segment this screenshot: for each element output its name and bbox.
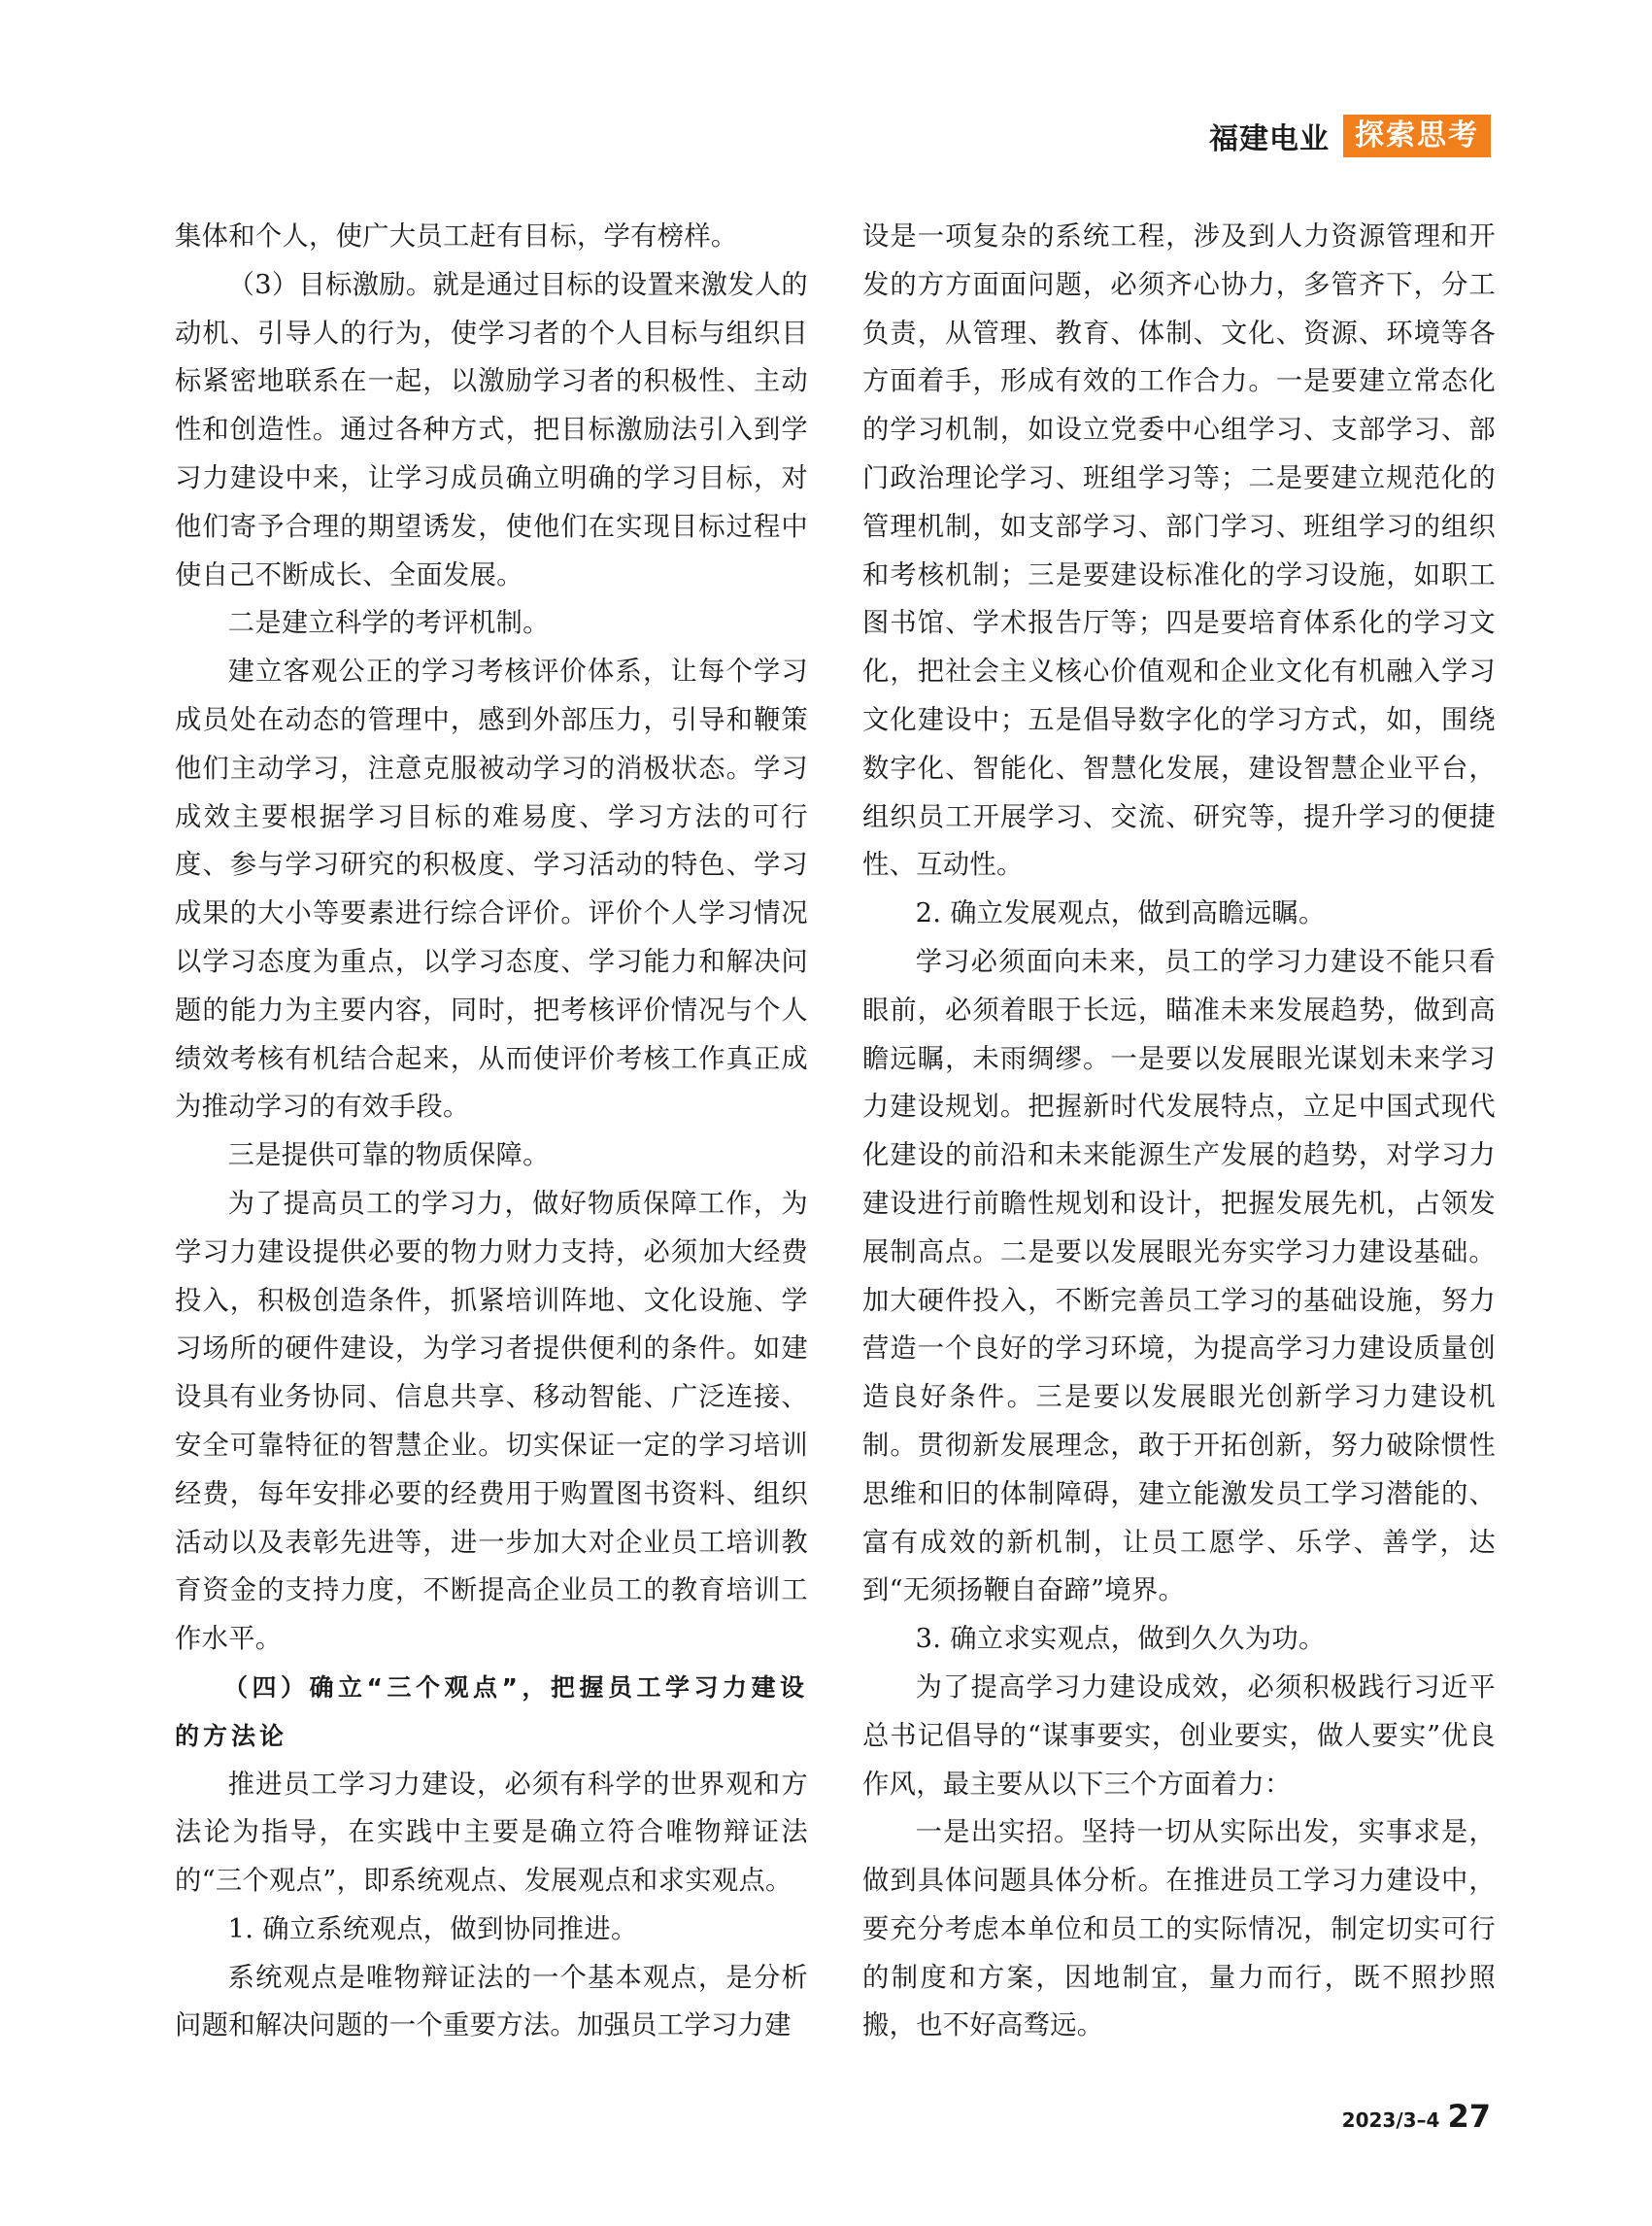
subheading: 1. 确立系统观点，做到协同推进。 xyxy=(227,1913,638,1944)
paragraph: （3）目标激励。就是通过目标的设置来激发人的动机、引导人的行为，使学习者的个人目标与组织目标紧密地联系在一起，以激励学习者的积极性、主动性和创造性。通过各种方式，把目标激励法引入到学习力建设中来，让学习成员确立明确的学习目标，对他们寄予合理的期望诱发，使他们在实现目标过程中使自己不断成长、全面发展。 xyxy=(175,269,808,590)
paragraph: 推进员工学习力建设，必须有科学的世界观和方法论为指导，在实践中主要是确立符合唯物辩证法的“三个观点”，即系统观点、发展观点和求实观点。 xyxy=(175,1769,808,1897)
paragraph: 为了提高学习力建设成效，必须积极践行习近平总书记倡导的“谋事要实，创业要实，做人要实”优良作风，最主要从以下三个方面着力： xyxy=(862,1671,1496,1800)
subheading: 3. 确立求实观点，做到久久为功。 xyxy=(915,1624,1326,1655)
left-column xyxy=(175,213,808,2050)
subheading: 2. 确立发展观点，做到高瞻远瞩。 xyxy=(915,898,1326,929)
paragraph: 建立客观公正的学习考核评价体系，让每个学习成员处在动态的管理中，感到外部压力，引导和鞭策他们主动学习，注意克服被动学习的消极状态。学习成效主要根据学习目标的难易度、学习方法的可行度、参与学习研究的积极度、学习活动的特色、学习成果的大小等要素进行综合评价。评价个人学习情况以学习态度为重点，以学习态度、学习能力和解决问题的能力为主要内容，同时，把考核评价情况与个人绩效考核有机结合起来，从而使评价考核工作真正成为推动学习的有效手段。 xyxy=(175,657,808,1123)
page-footer xyxy=(1342,2098,1491,2135)
right-column xyxy=(862,213,1496,2050)
page-header xyxy=(1209,115,1491,157)
paragraph: 系统观点是唯物辩证法的一个基本观点，是分析问题和解决问题的一个重要方法。加强员工学习力建 xyxy=(175,1962,808,2041)
paragraph: 学习必须面向未来，员工的学习力建设不能只看眼前，必须着眼于长远，瞄准未来发展趋势，做到高瞻远瞩，未雨绸缪。一是要以发展眼光谋划未来学习力建设规划。把握新时代发展特点，立足中国式现代化建设的前沿和未来能源生产发展的趋势，对学习力建设进行前瞻性规划和设计，把握发展先机，占领发展制高点。二是要以发展眼光夯实学习力建设基础。加大硬件投入，不断完善员工学习的基础设施，努力营造一个良好的学习环境，为提高学习力建设质量创造良好条件。三是要以发展眼光创新学习力建设机制。贯彻新发展理念，敢于开拓创新，努力破除惯性思维和旧的体制障碍，建立能激发员工学习潜能的、富有成效的新机制，让员工愿学、乐学、善学，达到“无须扬鞭自奋蹄”境界。 xyxy=(862,946,1496,1606)
paragraph: 三是提供可靠的物质保障。 xyxy=(227,1140,550,1171)
section-heading: （四）确立“三个观点”，把握员工学习力建设的方法论 xyxy=(175,1672,808,1750)
magazine-name: 福建电业 xyxy=(1209,122,1330,156)
paragraph: 设是一项复杂的系统工程，涉及到人力资源管理和开发的方方面面问题，必须齐心协力，多管齐下，分工负责，从管理、教育、体制、文化、资源、环境等各方面着手，形成有效的工作合力。一是要建立常态化的学习机制，如设立党委中心组学习、支部学习、部门政治理论学习、班组学习等；二是要建立规范化的管理机制，如支部学习、部门学习、班组学习的组织和考核机制；三是要建设标准化的学习设施，如职工图书馆、学术报告厅等；四是要培育体系化的学习文化，把社会主义核心价值观和企业文化有机融入学习文化建设中；五是倡导数字化的学习方式，如，围绕数字化、智能化、智慧化发展，建设智慧企业平台，组织员工开展学习、交流、研究等，提升学习的便捷性、互动性。 xyxy=(862,221,1496,881)
section-tag: 探索思考 xyxy=(1343,115,1491,157)
page-number: 27 xyxy=(1447,2098,1491,2135)
paragraph: 一是出实招。坚持一切从实际出发，实事求是，做到具体问题具体分析。在推进员工学习力建设中，要充分考虑本单位和员工的实际情况，制定切实可行的制度和方案，因地制宜，量力而行，既不照抄照搬，也不好高骛远。 xyxy=(862,1817,1496,2041)
paragraph: 二是建立科学的考评机制。 xyxy=(227,608,550,639)
paragraph: 集体和个人，使广大员工赶有目标，学有榜样。 xyxy=(175,221,738,252)
issue-number: 2023/3–4 xyxy=(1341,2108,1440,2132)
paragraph: 为了提高员工的学习力，做好物质保障工作，为学习力建设提供必要的物力财力支持，必须加大经费投入，积极创造条件，抓紧培训阵地、文化设施、学习场所的硬件建设，为学习者提供便利的条件。如建设具有业务协同、信息共享、移动智能、广泛连接、安全可靠特征的智慧企业。切实保证一定的学习培训经费，每年安排必要的经费用于购置图书资料、组织活动以及表彰先进等，进一步加大对企业员工培训教育资金的支持力度，不断提高企业员工的教育培训工作水平。 xyxy=(175,1188,808,1655)
